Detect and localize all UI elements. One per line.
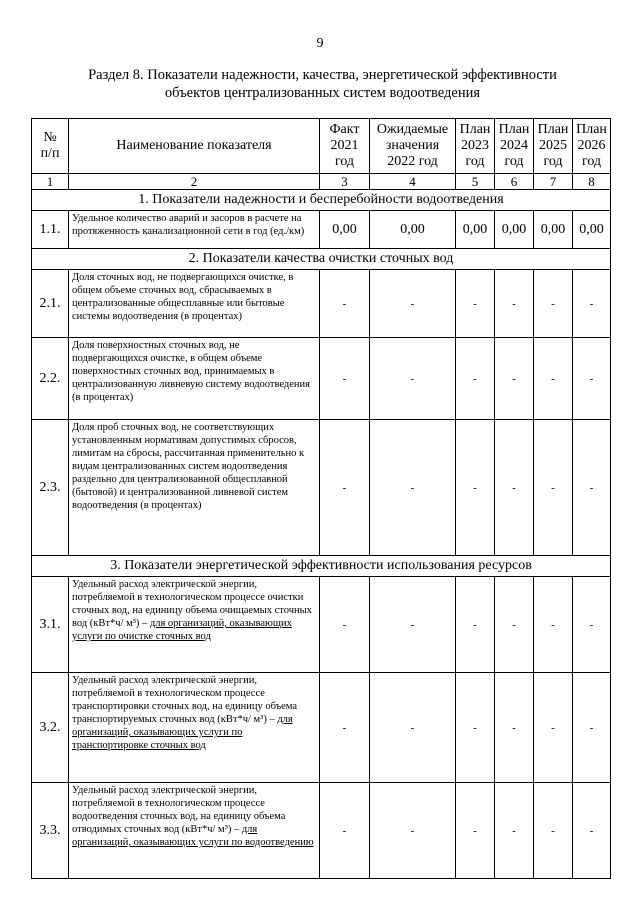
section-row — [32, 249, 611, 270]
header-plan-2024: План 2024 год — [495, 119, 534, 174]
section-title — [40, 66, 605, 102]
indicator-name — [69, 783, 320, 879]
section-heading-3: 3. Показатели энергетической эффективности использования ресурсов — [32, 556, 611, 577]
value-plan-2025: - — [534, 420, 573, 556]
value-expected-2022: - — [370, 270, 456, 338]
indicator-name-text: Удельный расход электрической энергии, потребляемой в технологическом процессе водоотведения сточных вод, на единицу объема отводимых сточных вод (кВт*ч/ м³) – — [72, 785, 286, 835]
table-row — [32, 420, 611, 556]
value-expected-2022: - — [370, 338, 456, 420]
indicator-name — [69, 577, 320, 673]
header-expected-2022: Ожидаемые значения 2022 год — [370, 119, 456, 174]
value-expected-2022: 0,00 — [370, 211, 456, 249]
value-plan-2024: - — [495, 420, 534, 556]
value-fact-2021: - — [320, 270, 370, 338]
value-plan-2025: - — [534, 783, 573, 879]
value-expected-2022: - — [370, 783, 456, 879]
value-fact-2021: - — [320, 577, 370, 673]
row-number: 2.2. — [32, 338, 69, 420]
column-number: 4 — [370, 174, 456, 190]
section-heading-2: 2. Показатели качества очистки сточных вод — [32, 249, 611, 270]
column-number: 1 — [32, 174, 69, 190]
table-row — [32, 270, 611, 338]
value-plan-2026: - — [573, 338, 611, 420]
value-plan-2024: 0,00 — [495, 211, 534, 249]
value-expected-2022: - — [370, 420, 456, 556]
table-row — [32, 577, 611, 673]
value-plan-2026: - — [573, 783, 611, 879]
value-plan-2024: - — [495, 673, 534, 783]
indicator-name: Доля сточных вод, не подвергающихся очистке, в общем объеме сточных вод, сбрасываемых в централизованные общесплавные или бытовые системы водоотведения (в процентах) — [69, 270, 320, 338]
value-plan-2023: - — [456, 673, 495, 783]
header-name: Наименование показателя — [69, 119, 320, 174]
value-plan-2025: - — [534, 673, 573, 783]
value-plan-2025: - — [534, 270, 573, 338]
value-plan-2023: - — [456, 577, 495, 673]
indicator-name: Удельное количество аварий и засоров в расчете на протяженность канализационной сети в год (ед./км) — [69, 211, 320, 249]
value-fact-2021: - — [320, 673, 370, 783]
value-plan-2024: - — [495, 270, 534, 338]
indicator-name-underlined: для организаций, оказывающих услуги по водоотведению — [72, 824, 314, 848]
section-row — [32, 556, 611, 577]
header-fact-2021: Факт 2021 год — [320, 119, 370, 174]
table-row — [32, 673, 611, 783]
row-number: 2.1. — [32, 270, 69, 338]
row-number: 3.3. — [32, 783, 69, 879]
column-number: 3 — [320, 174, 370, 190]
value-plan-2024: - — [495, 338, 534, 420]
value-plan-2023: - — [456, 338, 495, 420]
page-number: 9 — [316, 36, 324, 51]
table-row — [32, 338, 611, 420]
column-number: 8 — [573, 174, 611, 190]
row-number: 3.1. — [32, 577, 69, 673]
table-row — [32, 211, 611, 249]
column-number: 5 — [456, 174, 495, 190]
value-plan-2023: - — [456, 270, 495, 338]
value-plan-2026: - — [573, 577, 611, 673]
section-title-line-1: Раздел 8. Показатели надежности, качества, энергетической эффективности — [88, 67, 557, 83]
row-number: 1.1. — [32, 211, 69, 249]
indicator-name-text: Удельный расход электрической энергии, потребляемой в технологическом процессе очистки сточных вод, на единицу объема очищаемых сточных вод (кВт*ч/ м³) – — [72, 579, 312, 629]
indicators-table — [31, 118, 611, 879]
indicator-name: Доля поверхностных сточных вод, не подвергающихся очистке, в общем объеме поверхностных сточных вод, принимаемых в централизованную ливневую систему водоотведения (в процентах) — [69, 338, 320, 420]
indicator-name — [69, 673, 320, 783]
header-plan-2025: План 2025 год — [534, 119, 573, 174]
value-plan-2023: 0,00 — [456, 211, 495, 249]
column-number-row — [32, 174, 611, 190]
value-plan-2026: - — [573, 420, 611, 556]
value-plan-2025: 0,00 — [534, 211, 573, 249]
value-fact-2021: 0,00 — [320, 211, 370, 249]
value-fact-2021: - — [320, 783, 370, 879]
column-number: 7 — [534, 174, 573, 190]
indicator-name-underlined: для организаций, оказывающих услуги по очистке сточных вод — [72, 618, 292, 642]
value-fact-2021: - — [320, 420, 370, 556]
value-expected-2022: - — [370, 673, 456, 783]
section-title-line-2: объектов централизованных систем водоотведения — [164, 85, 481, 101]
column-number: 2 — [69, 174, 320, 190]
indicator-name-underlined: для организаций, оказывающих услуги по транспортировке сточных вод — [72, 714, 293, 751]
value-plan-2026: 0,00 — [573, 211, 611, 249]
header-num: № п/п — [32, 119, 69, 174]
header-plan-2023: План 2023 год — [456, 119, 495, 174]
value-plan-2024: - — [495, 577, 534, 673]
row-number: 3.2. — [32, 673, 69, 783]
value-plan-2024: - — [495, 783, 534, 879]
value-plan-2023: - — [456, 420, 495, 556]
header-plan-2026: План 2026 год — [573, 119, 611, 174]
value-expected-2022: - — [370, 577, 456, 673]
value-plan-2026: - — [573, 673, 611, 783]
value-plan-2023: - — [456, 783, 495, 879]
indicator-name-text: Удельный расход электрической энергии, потребляемой в технологическом процессе транспортировки сточных вод, на единицу объема транспортируемых сточных вод (кВт*ч/ м³) – — [72, 675, 298, 725]
value-plan-2025: - — [534, 577, 573, 673]
value-plan-2026: - — [573, 270, 611, 338]
column-number: 6 — [495, 174, 534, 190]
table-row — [32, 783, 611, 879]
section-row — [32, 190, 611, 211]
header-row — [32, 119, 611, 174]
section-heading-1: 1. Показатели надежности и бесперебойности водоотведения — [32, 190, 611, 211]
row-number: 2.3. — [32, 420, 69, 556]
indicator-name: Доля проб сточных вод, не соответствующих установленным нормативам допустимых сбросов, лимитам на сбросы, рассчитанная применительно к видам централизованных систем водоотведения раздельно для централизованной общесплавной (бытовой) и централизованной ливневой систем водоотведения (в процентах) — [69, 420, 320, 556]
value-plan-2025: - — [534, 338, 573, 420]
value-fact-2021: - — [320, 338, 370, 420]
